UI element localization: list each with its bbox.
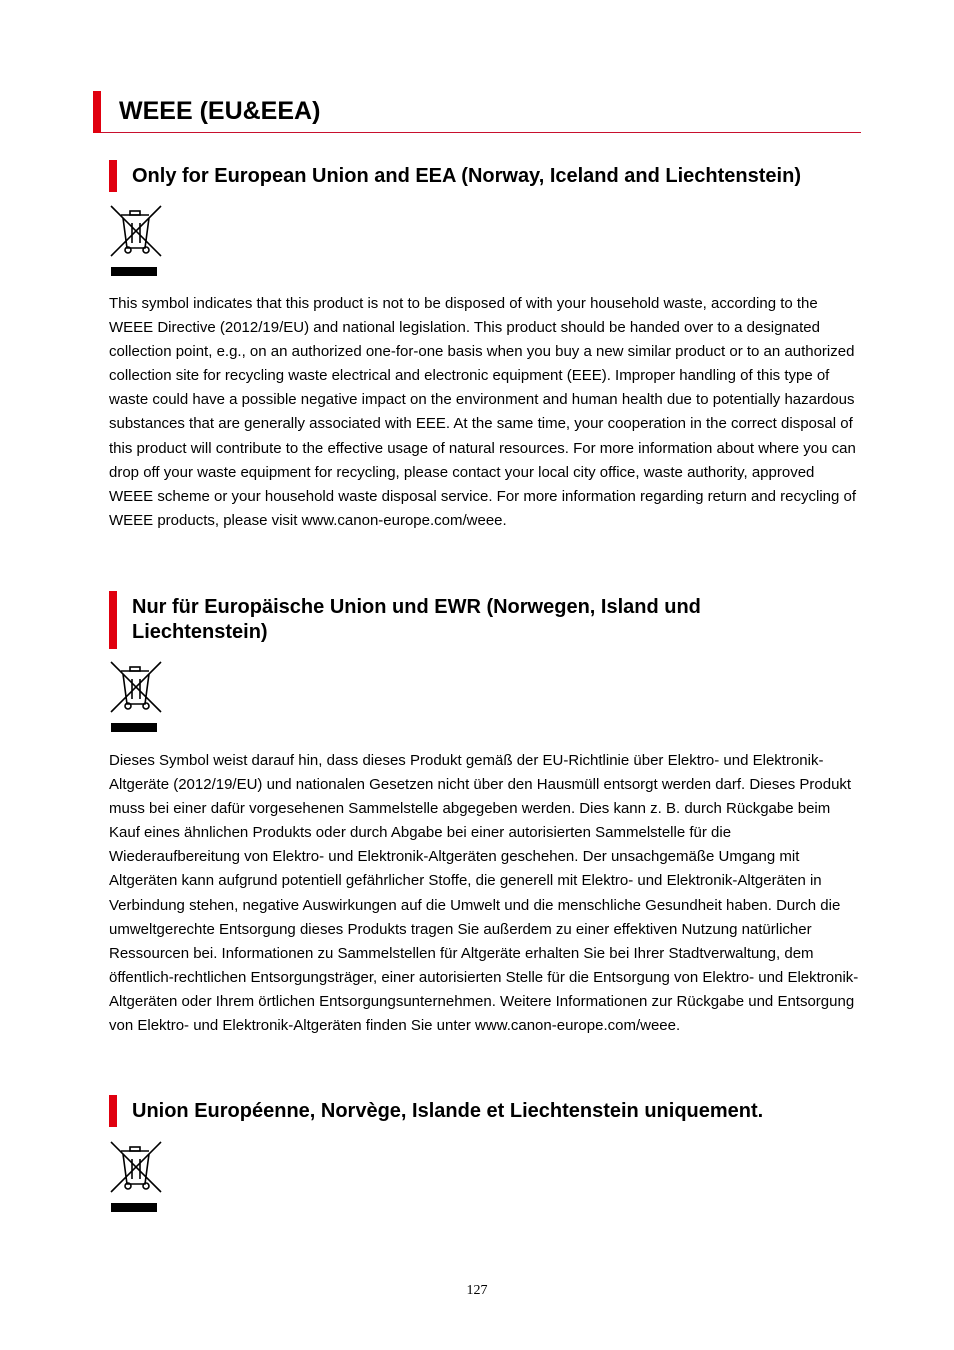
section-body-en: This symbol indicates that this product is not to be disposed of with your household waste, according to the WEEE Directive (2012/19/EU) and national legislation. This product should be handed over to a designated collection point, e.g., on an authorized one-for-one basis when you buy a new similar product or to an authorized collection site for recycling waste electrical and electronic equipment (EEE). Improper handling of this type of waste could have a possible negative impact on the environment and human health due to potentially hazardous substances that are generally associated with EEE. At the same time, your cooperation in the correct disposal of this product will contribute to the effective usage of natural resources. For more information about where you can drop off your waste equipment for recycling, please contact your local city office, waste authority, approved WEEE scheme or your household waste disposal service. For more information regarding return and recycling of WEEE products, please visit www.canon-europe.com/weee.	[109, 295, 857, 529]
title-accent-bar	[93, 91, 101, 133]
page-title: WEEE (EU&EEA)	[119, 97, 321, 125]
heading-accent-bar	[109, 591, 117, 649]
section-body-de: Dieses Symbol weist darauf hin, dass dieses Produkt gemäß der EU-Richtlinie über Elektro- und Elektronik-Altgeräte (2012/19/EU) und nationalen Gesetzen nicht über den Hausmüll entsorgt werden darf. Dieses Produkt muss bei einer dafür vorgesehenen Sammelstelle abgegeben werden. Dies kann z. B. durch Rückgabe beim Kauf eines ähnlichen Produkts oder durch Abgabe bei einer autorisierten Sammelstelle für die Wiederaufbereitung von Elektro- und Elektronik-Altgeräten geschehen. Der unsachgemäße Umgang mit Altgeräten kann aufgrund potentiell gefährlicher Stoffe, die generell mit Elektro- und Elektronik-Altgeräten in Verbindung stehen, negative Auswirkungen auf die Umwelt und die menschliche Gesundheit haben. Durch die umweltgerechte Entsorgung dieses Produkts tragen Sie außerdem zu einer effektiven Nutzung natürlicher Ressourcen bei. Informationen zu Sammelstellen für Altgeräte erhalten Sie bei Ihrer Stadtverwaltung, dem öffentlich-rechtlichen Entsorgungsträger, einer autorisierten Stelle für die Entsorgung von Elektro- und Elektronik-Altgeräten oder Ihrem örtlichen Entsorgungsunternehmen. Weitere Informationen zur Rückgabe und Entsorgung von Elektro- und Elektronik-Altgeräten finden Sie unter www.canon-europe.com/weee.	[109, 752, 859, 1035]
weee-crossed-bin-icon	[109, 660, 163, 734]
section-title-de: Nur für Europäische Union und EWR (Norwegen, Island und Liechtenstein)	[132, 596, 701, 643]
page-number: 127	[466, 1283, 488, 1298]
page-title-block	[93, 91, 861, 133]
section-heading-fr	[109, 1095, 859, 1127]
weee-crossed-bin-icon	[109, 204, 163, 278]
section-title-en: Only for European Union and EEA (Norway, Iceland and Liechtenstein)	[132, 165, 801, 187]
weee-crossed-bin-icon	[109, 1140, 163, 1214]
section-heading-en	[109, 160, 859, 192]
section-heading-de	[109, 591, 859, 649]
heading-accent-bar	[109, 1095, 117, 1127]
heading-accent-bar	[109, 160, 117, 192]
section-title-fr: Union Européenne, Norvège, Islande et Liechtenstein uniquement.	[132, 1100, 764, 1122]
